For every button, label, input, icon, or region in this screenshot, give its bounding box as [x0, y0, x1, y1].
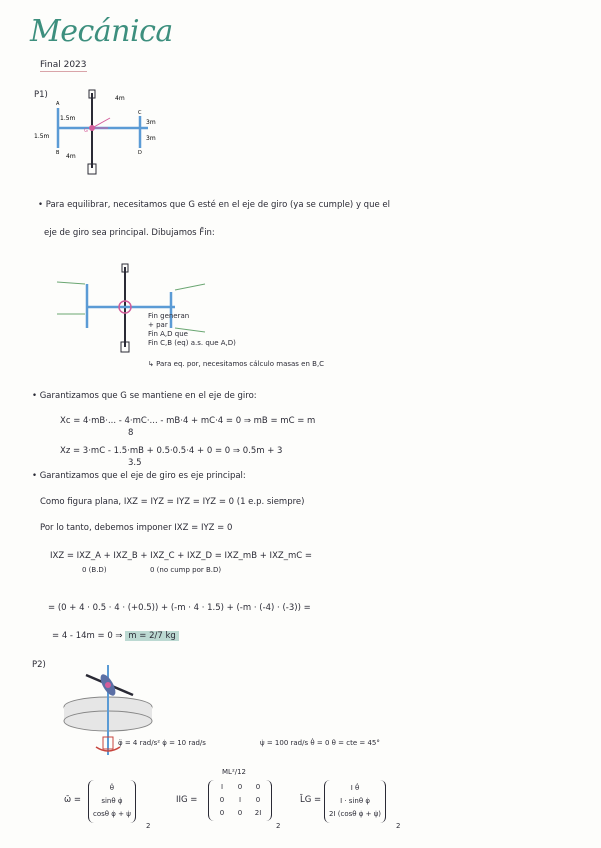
inertia-cell: 0	[237, 783, 243, 791]
angular-momentum-label: L̄G =	[300, 795, 322, 805]
equation-1: Xc = 4·mB·... - 4·mC·... - mB·4 + mC·4 = 0 ⇒ mB = mC = m	[60, 416, 316, 426]
fig2-note: ↳ Para eq. por, necesitamos cálculo masas en B,C	[148, 360, 325, 368]
fig2-note-4: Fin C,B (eq) a.s. que A,D)	[148, 339, 236, 347]
inertia-cell: I	[238, 796, 242, 804]
fig1-label-a: A	[56, 101, 60, 107]
equation-1-denominator: 8	[128, 428, 134, 438]
inertia-cell: I	[220, 783, 224, 791]
fig2-note-2: + par	[148, 321, 168, 329]
omega-component-2: sinθ φ̇	[101, 797, 123, 805]
fig1-label-1-5m-b: 1.5m	[34, 133, 50, 140]
equation-2: Xz = 3·mC - 1.5·mB + 0.5·0.5·4 + 0 = 0 ⇒ 0.5m + 3	[60, 446, 283, 456]
bullet-1: • Garantizamos que G se mantiene en el eje de giro:	[32, 391, 257, 401]
equation-2-denominator: 3.5	[128, 458, 142, 468]
problem-1-label: P1)	[34, 90, 48, 100]
omega-component-3: cosθ φ̇ + ψ̇	[93, 810, 131, 818]
inertia-cell: 0	[255, 783, 261, 791]
fig1-label-1-5m: 1.5m	[60, 115, 76, 122]
p2-values: ψ̇ = 100 rad/s θ̇ = 0 θ = cte = 45°	[260, 739, 380, 747]
page-subtitle: Final 2023	[40, 60, 87, 70]
p1-text-2: eje de giro sea principal. Dibujamos F̄in:	[44, 228, 215, 238]
fig1-label-c: C	[138, 110, 142, 116]
inertia-annotation: ML²/12	[222, 768, 247, 776]
inertia-cell: 0	[219, 809, 225, 817]
equation-3-note-1: 0 (B.D)	[82, 566, 107, 574]
fig1-label-b: B	[56, 150, 60, 156]
equation-4: = (0 + 4 · 0.5 · 4 · (+0.5)) + (-m · 4 · 1.5) + (-m · (-4) · (-3)) =	[48, 603, 311, 613]
figure-3	[58, 655, 168, 770]
equation-3-note-2: 0 (no cump por B.D)	[150, 566, 222, 574]
inertia-cell: 0	[219, 796, 225, 804]
fig2-green-notes	[148, 312, 236, 348]
omega-label: ω̄ =	[64, 795, 81, 805]
angular-momentum-vector	[324, 780, 386, 823]
inertia-tensor	[208, 780, 272, 821]
page-title: Mecánica	[30, 14, 173, 49]
omega-component-1: θ̇	[109, 784, 115, 792]
fig2-note-1: Fin generan	[148, 312, 190, 320]
fig1-label-3m-b: 3m	[146, 135, 156, 142]
p2-red-values: φ̈ = 4 rad/s² φ̇ = 10 rad/s	[118, 739, 206, 747]
omega-vector	[88, 780, 136, 823]
inertia-subscript: 2	[276, 822, 281, 830]
equation-5-prefix: = 4 - 14m = 0 ⇒	[52, 631, 123, 641]
omega-subscript: 2	[146, 822, 151, 830]
angular-momentum-component-2: I · sinθ φ̇	[340, 797, 370, 805]
angular-momentum-component-3: 2I (cosθ φ̇ + ψ̇)	[329, 810, 382, 818]
fig1-label-g: G	[84, 128, 88, 134]
fig1-label-d: D	[138, 150, 142, 156]
line-2: Por lo tanto, debemos imponer IXZ = IYZ = 0	[40, 523, 233, 533]
equation-3: IXZ = IXZ_A + IXZ_B + IXZ_C + IXZ_D = IXZ_mB + IXZ_mC =	[50, 551, 313, 561]
inertia-cell: 0	[237, 809, 243, 817]
bullet-2: • Garantizamos que el eje de giro es eje principal:	[32, 471, 246, 481]
line-1: Como figura plana, IXZ = IYZ = IYZ = IYZ = 0 (1 e.p. siempre)	[40, 497, 305, 507]
inertia-label: IIG =	[176, 795, 198, 805]
equation-5	[52, 631, 179, 641]
fig2-note-3: Fin A,D que	[148, 330, 188, 338]
angular-momentum-component-1: I θ̇	[350, 784, 360, 792]
inertia-cell: 0	[255, 796, 261, 804]
figure-1	[30, 88, 180, 178]
fig1-label-4m-bottom: 4m	[66, 153, 76, 160]
problem-2-label: P2)	[32, 660, 46, 670]
inertia-cell: 2I	[254, 809, 262, 817]
equation-5-result: m = 2/7 kg	[125, 631, 179, 641]
angular-momentum-subscript: 2	[396, 822, 401, 830]
fig1-label-4m-top: 4m	[115, 95, 125, 102]
p1-text-1: • Para equilibrar, necesitamos que G esté en el eje de giro (ya se cumple) y que el	[38, 200, 390, 210]
fig1-label-3m-a: 3m	[146, 119, 156, 126]
